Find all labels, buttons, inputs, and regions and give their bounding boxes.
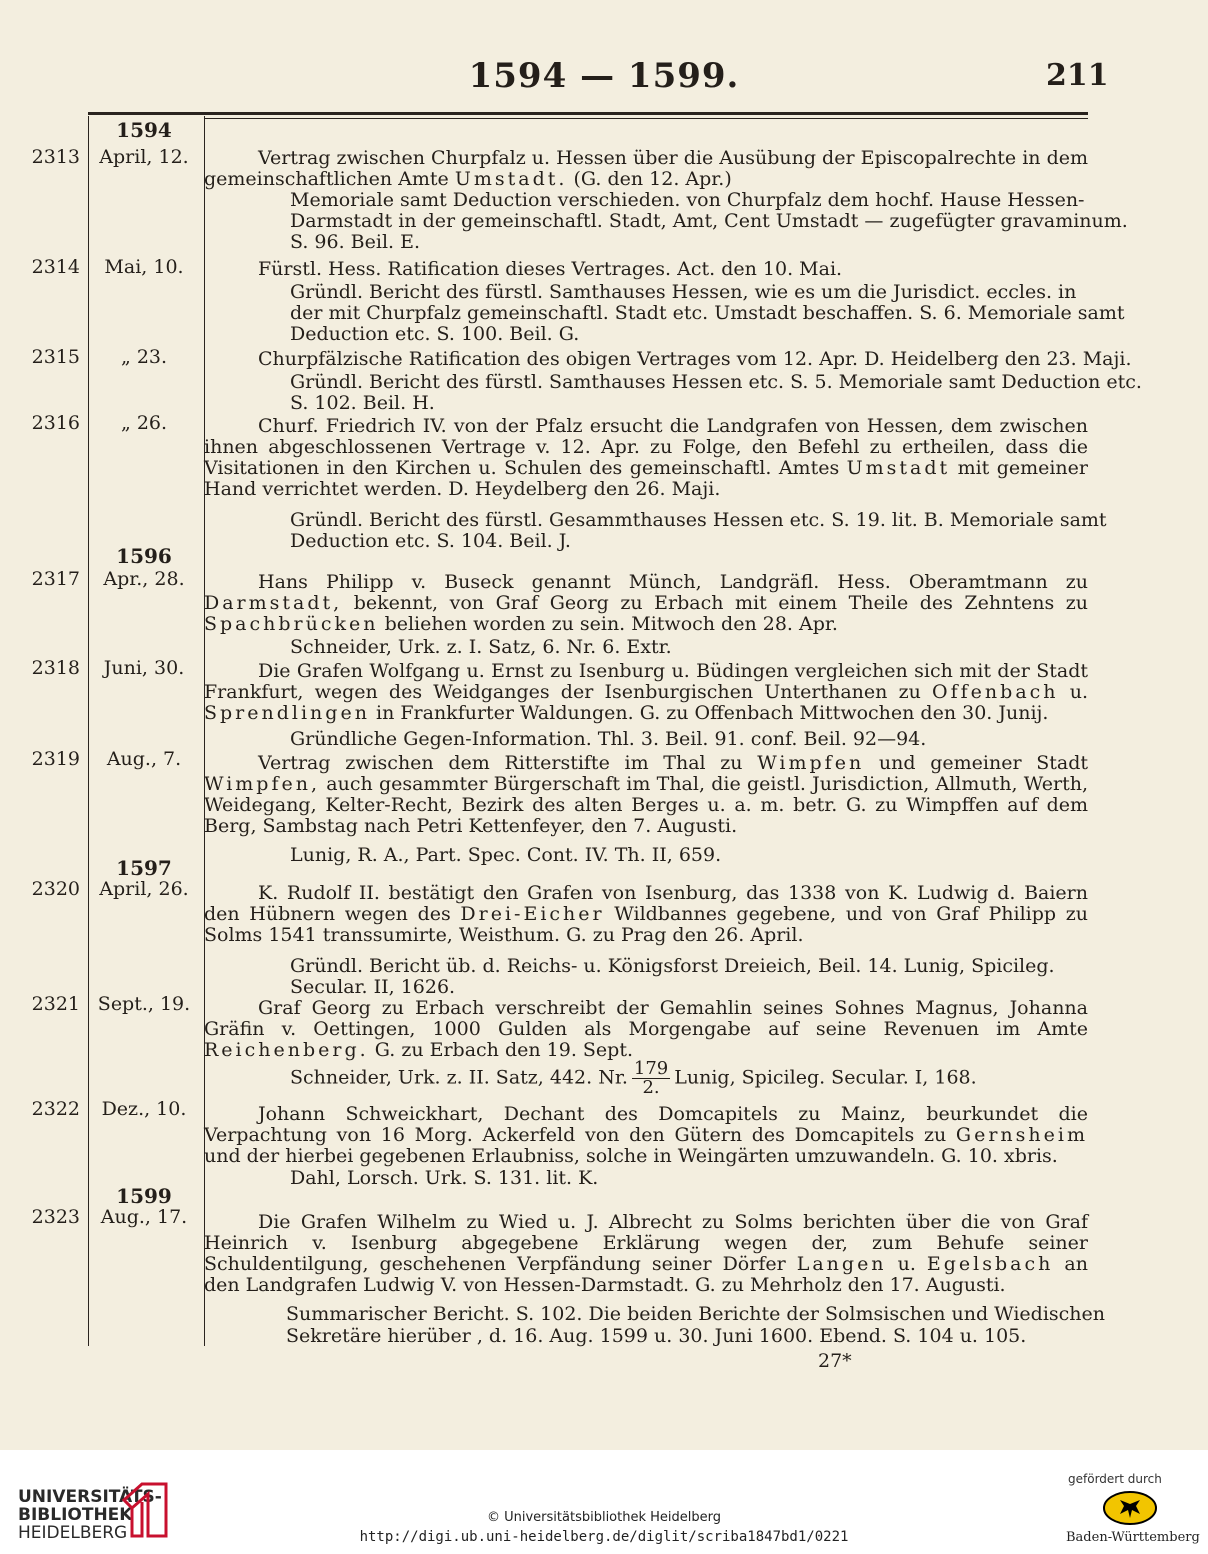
entry-date: Apr., 28. (103, 568, 185, 590)
entry-text: Vertrag zwischen dem Ritterstifte im Thal zu Wimpfen und gemeiner Stadt Wimpfen, auch gesammter Bürgerschaft im Thal, die geistl. Jurisdiction, Allmuth, Werth, Weidegang, Kelter-Recht, Bezirk des alten Berges u. a. m. betr. G. zu Wimpffen auf dem Berg, Sambstag nach Petri Kettenfeyer, den 7. Augusti. (204, 752, 1089, 837)
year-heading: 1599 (116, 1184, 172, 1208)
entry-number: 2323 (31, 1206, 80, 1228)
entry-number: 2314 (31, 256, 80, 278)
entry-reference: Gründliche Gegen-Information. Thl. 3. Beil. 91. conf. Beil. 92—94. (290, 728, 927, 750)
entry-number: 2315 (31, 346, 80, 368)
page-title: 1594 — 1599. (468, 56, 740, 96)
entry-text: K. Rudolf II. bestätigt den Grafen von Isenburg, das 1338 von K. Ludwig d. Baiern den Hübnern wegen des Drei-Eicher Wildbannes gegebene, und von Graf Philipp zu Solms 1541 transsumirte, Weisthum. G. zu Prag den 26. April. (204, 882, 1089, 946)
entry-date: Sept., 19. (97, 993, 191, 1015)
entry-date: Juni, 30. (103, 657, 185, 679)
year-heading: 1597 (116, 856, 172, 880)
entry-reference: Secular. II, 1626. (290, 976, 456, 998)
entry-reference: Memoriale samt Deduction verschieden. von Churpfalz dem hochf. Hause Hessen- (290, 189, 1085, 211)
entry-text: Graf Georg zu Erbach verschreibt der Gemahlin seines Sohnes Magnus, Johanna Gräfin v. Oettingen, 1000 Gulden als Morgengabe auf seine Revenuen im Amte Reichenberg. G. zu Erbach den 19. Sept. (204, 997, 1088, 1061)
entry-reference: der mit Churpfalz gemeinschaftl. Stadt etc. Umstadt beschaffen. S. 6. Memoriale samt (290, 302, 1125, 324)
entry-reference: Gründl. Bericht des fürstl. Samthauses Hessen, wie es um die Jurisdict. eccles. in (290, 281, 1077, 303)
entry-text: Fürstl. Hess. Ratification dieses Vertrages. Act. den 10. Mai. (258, 258, 843, 280)
entry-number: 2316 (31, 412, 80, 434)
entry-date: Aug., 17. (100, 1206, 188, 1228)
entry-reference: Deduction etc. S. 104. Beil. J. (290, 530, 571, 552)
entry-text: Johann Schweickhart, Dechant des Domcapitels zu Mainz, beurkundet die Verpachtung von 16 Morg. Ackerfeld von den Gütern des Domcapitels zu Gernsheim und der hierbei gegebenen Erlaubniss, solche in Weingärten umzuwandeln. G. 10. xbris. (204, 1103, 1088, 1167)
entry-number: 2319 (31, 748, 80, 770)
entry-reference: Deduction etc. S. 100. Beil. G. (290, 323, 580, 345)
year-heading: 1594 (116, 118, 172, 142)
entry-number: 2322 (31, 1098, 80, 1120)
entry-reference: Darmstadt in der gemeinschaftl. Stadt, Amt, Cent Umstadt — zugefügter gravaminum. (290, 210, 1128, 232)
entry-date: April, 12. (99, 146, 189, 168)
column-divider-left (88, 116, 89, 1346)
copyright-text: © Universitätsbibliothek Heidelberg (486, 1510, 721, 1525)
entry-text: Hans Philipp v. Buseck genannt Münch, Landgräfl. Hess. Oberamtmann zu Darmstadt, bekennt, von Graf Georg zu Erbach mit einem Theile des Zehntens zu Spachbrücken beliehen worden zu sein. Mitwoch den 28. Apr. (204, 571, 1088, 635)
entry-number: 2313 (31, 146, 80, 168)
entry-text: Die Grafen Wolfgang u. Ernst zu Isenburg u. Büdingen vergleichen sich mit der Stadt Frankfurt, wegen des Weidganges der Isenburgischen Unterthanen zu Offenbach u. Sprendlingen in Frankfurter Waldungen. G. zu Offenbach Mittwochen den 30. Junij. (204, 660, 1089, 724)
header-rule-thin (205, 118, 1088, 119)
entry-number: 2321 (31, 993, 80, 1015)
entry-reference: S. 96. Beil. E. (290, 231, 421, 253)
entry-reference: Dahl, Lorsch. Urk. S. 131. lit. K. (290, 1167, 599, 1189)
entry-text: Vertrag zwischen Churpfalz u. Hessen über die Ausübung der Episcopalrechte in dem gemeinschaftlichen Amte Umstadt. (G. den 12. Apr.) (204, 147, 1088, 190)
year-heading: 1596 (116, 544, 172, 568)
entry-reference: Schneider, Urk. z. II. Satz, 442. Nr. $\frac{179}{2.}$ Lunig, Spicileg. Secular. I, 168. (290, 1058, 977, 1098)
entry-date: April, 26. (99, 878, 189, 900)
entry-reference: S. 102. Beil. H. (290, 392, 435, 414)
sponsor-name: Baden-Württemberg (1066, 1530, 1200, 1545)
entry-date: „ 26. (120, 412, 168, 434)
url-link[interactable]: http://digi.ub.uni-heidelberg.de/diglit/scriba1847bd1/0221 (359, 1529, 849, 1545)
entry-date: Aug., 7. (106, 748, 182, 770)
page-number: 211 (1046, 58, 1109, 93)
entry-number: 2320 (31, 878, 80, 900)
entry-text: Churpfälzische Ratification des obigen Vertrages vom 12. Apr. D. Heidelberg den 23. Maji. (258, 348, 1132, 370)
entry-reference: Gründl. Bericht üb. d. Reichs- u. Königsforst Dreieich, Beil. 14. Lunig, Spicileg. (290, 955, 1055, 977)
entry-reference: Gründl. Bericht des fürstl. Samthauses Hessen etc. S. 5. Memoriale samt Deduction etc. (290, 371, 1142, 393)
library-logo-text[interactable]: UNIVERSITÄTS- BIBLIOTHEK HEIDELBERG (18, 1487, 162, 1543)
entry-text: Die Grafen Wilhelm zu Wied u. J. Albrecht zu Solms berichten über die von Graf Heinrich v. Isenburg abgegebene Erklärung wegen der, zum Behufe seiner Schuldentilgung, geschehenen Verpfändung seiner Dörfer Langen u. Egelsbach an den Landgrafen Ludwig V. von Hessen-Darmstadt. G. zu Mehrholz den 17. Augusti. (204, 1211, 1088, 1296)
entry-reference: Schneider, Urk. z. I. Satz, 6. Nr. 6. Extr. (290, 636, 672, 658)
footer (0, 1450, 1208, 1554)
entry-number: 2318 (31, 657, 80, 679)
sponsor-label: gefördert durch (1068, 1472, 1162, 1486)
entry-date: Mai, 10. (104, 256, 184, 278)
baden-wuerttemberg-crest-icon (1102, 1490, 1158, 1526)
signature-mark: 27* (818, 1350, 852, 1372)
entry-reference: Lunig, R. A., Part. Spec. Cont. IV. Th. II, 659. (290, 844, 722, 866)
header-rule (88, 112, 1088, 115)
entry-reference: Sekretäre hierüber , d. 16. Aug. 1599 u. 30. Juni 1600. Ebend. S. 104 u. 105. (286, 1325, 1027, 1347)
entry-date: Dez., 10. (101, 1098, 187, 1120)
fraction: $\frac{179}{2.}$ (633, 1058, 669, 1098)
entry-text: Churf. Friedrich IV. von der Pfalz ersucht die Landgrafen von Hessen, dem zwischen ihnen abgeschlossenen Vertrage v. 12. Apr. zu Folge, den Befehl zu ertheilen, dass die Visitationen in den Kirchen u. Schulen des gemeinschaftl. Amtes Umstadt mit gemeiner Hand verrichtet werden. D. Heydelberg den 26. Maji. (204, 415, 1088, 500)
entry-reference: Summarischer Bericht. S. 102. Die beiden Berichte der Solmsischen und Wiedischen (286, 1303, 1106, 1325)
entry-date: „ 23. (120, 346, 168, 368)
entry-number: 2317 (31, 568, 80, 590)
entry-reference: Gründl. Bericht des fürstl. Gesammthauses Hessen etc. S. 19. lit. B. Memoriale samt (290, 509, 1107, 531)
